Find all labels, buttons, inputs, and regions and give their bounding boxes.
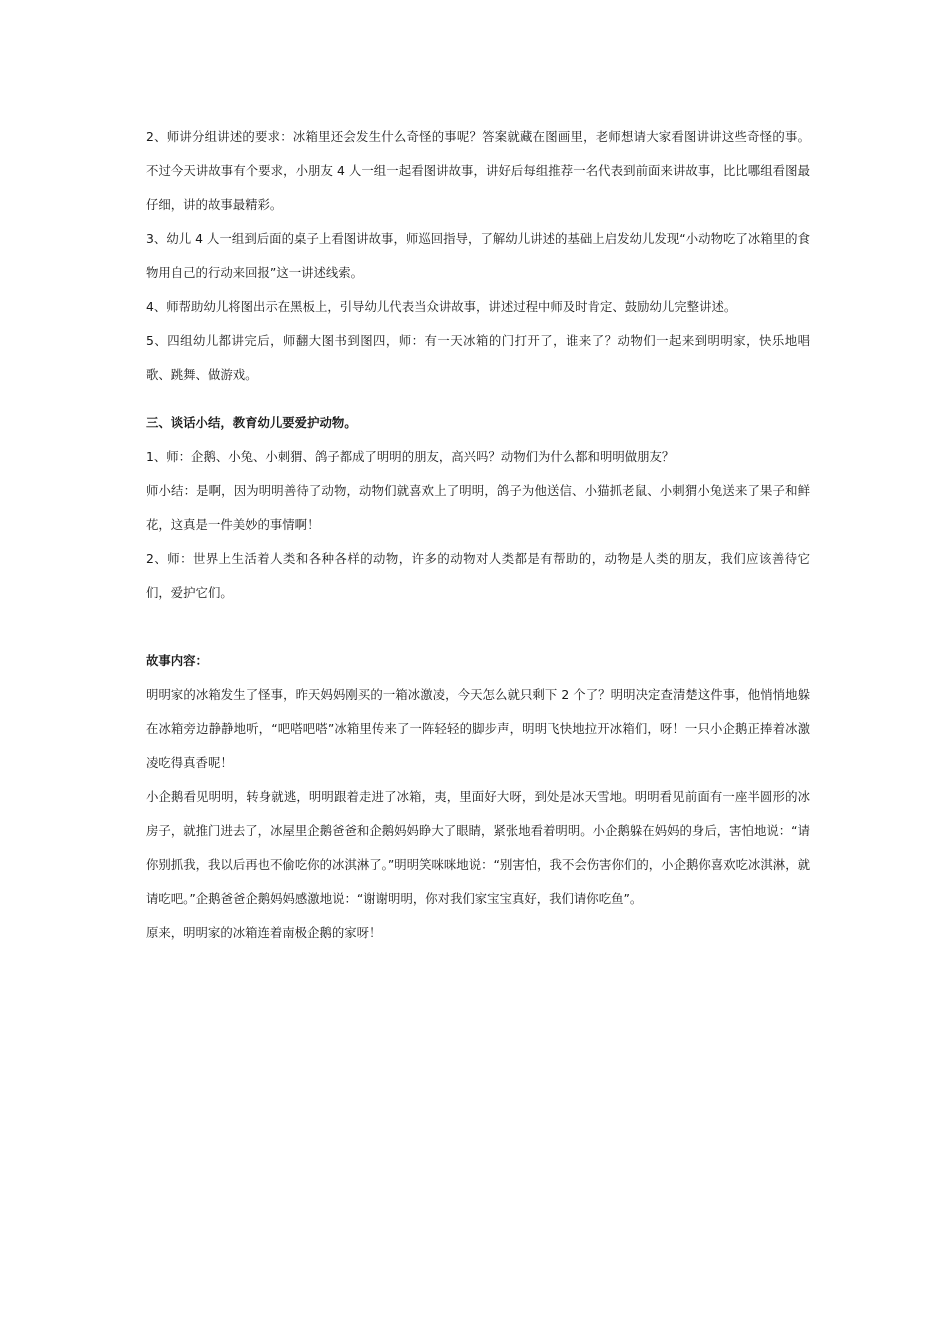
part2-item-3: 3、幼儿 4 人一组到后面的桌子上看图讲故事，师巡回指导，了解幼儿讲述的基础上启发幼儿发现“小动物吃了冰箱里的食物用自己的行动来回报”这一讲述线索。 (146, 231, 810, 280)
part2-item-4: 4、师帮助幼儿将图出示在黑板上，引导幼儿代表当众讲故事，讲述过程中师及时肯定、鼓励幼儿完整讲述。 (146, 299, 737, 314)
story-heading: 故事内容： (146, 653, 208, 668)
part3-heading: 三、谈话小结，教育幼儿要爱护动物。 (146, 415, 357, 430)
part2-item-5: 5、四组幼儿都讲完后，师翻大图书到图四，师：有一天冰箱的门打开了，谁来了？动物们一起来到明明家，快乐地唱歌、跳舞、做游戏。 (146, 333, 810, 382)
story-paragraph-3: 原来，明明家的冰箱连着南极企鹅的家呀！ (146, 925, 382, 940)
section-spacer (146, 610, 810, 644)
part3-summary: 师小结：是啊，因为明明善待了动物，动物们就喜欢上了明明，鸽子为他送信、小猫抓老鼠、小刺猬小兔送来了果子和鲜花，这真是一件美妙的事情啊！ (146, 483, 810, 532)
document-page (146, 120, 810, 950)
part3-item-2: 2、师：世界上生活着人类和各种各样的动物，许多的动物对人类都是有帮助的，动物是人类的朋友，我们应该善待它们，爱护它们。 (146, 551, 810, 600)
section-spacer (146, 392, 810, 406)
story-paragraph-2: 小企鹅看见明明，转身就逃，明明跟着走进了冰箱，夷，里面好大呀，到处是冰天雪地。明明看见前面有一座半圆形的冰房子，就推门进去了，冰屋里企鹅爸爸和企鹅妈妈睁大了眼睛，紧张地看着明明。小企鹅躲在妈妈的身后，害怕地说：“请你别抓我，我以后再也不偷吃你的冰淇淋了。”明明笑咪咪地说：“别害怕，我不会伤害你们的，小企鹅你喜欢吃冰淇淋，就请吃吧。”企鹅爸爸企鹅妈妈感激地说：“谢谢明明，你对我们家宝宝真好，我们请你吃鱼”。 (146, 789, 810, 906)
part3-item-1: 1、师：企鹅、小兔、小刺猬、鸽子都成了明明的朋友，高兴吗？动物们为什么都和明明做朋友？ (146, 449, 675, 464)
part2-item-2: 2、师讲分组讲述的要求：冰箱里还会发生什么奇怪的事呢？答案就藏在图画里，老师想请大家看图讲讲这些奇怪的事。不过今天讲故事有个要求，小朋友 4 人一组一起看图讲故事，讲好后每组推荐一名代表到前面来讲故事，比比哪组看图最仔细，讲的故事最精彩。 (146, 129, 810, 212)
story-paragraph-1: 明明家的冰箱发生了怪事，昨天妈妈刚买的一箱冰激凌，今天怎么就只剩下 2 个了？明明决定查清楚这件事，他悄悄地躲在冰箱旁边静静地听，“吧嗒吧嗒”冰箱里传来了一阵轻轻的脚步声，明明飞快地拉开冰箱们，呀！一只小企鹅正捧着冰激凌吃得真香呢！ (146, 687, 810, 770)
